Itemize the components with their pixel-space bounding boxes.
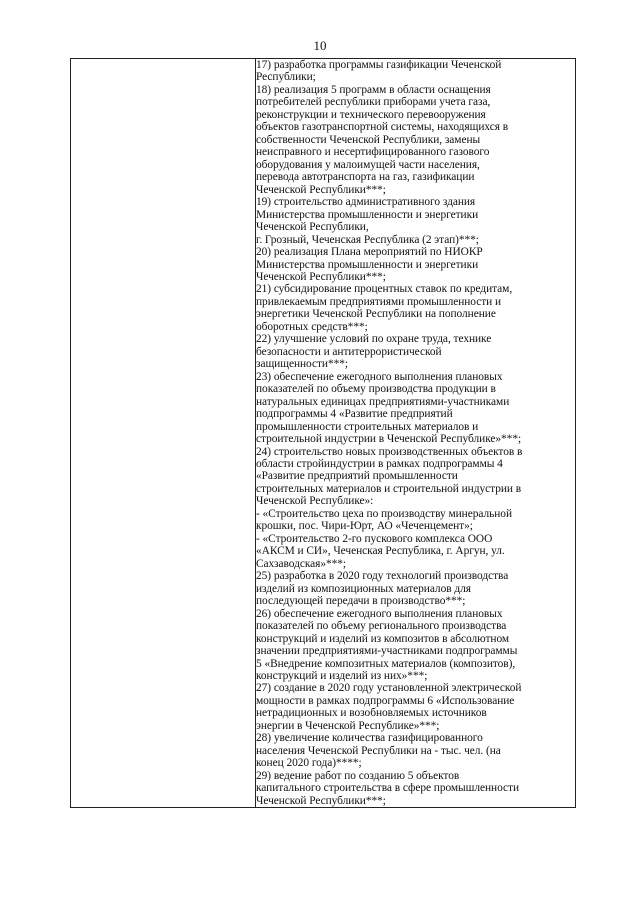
text-line: оборудования у малоимущей части населения, — [256, 158, 480, 171]
text-line: 23) обеспечение ежегодного выполнения плановых — [256, 370, 503, 383]
text-line: показателей по объему производства продукции в — [256, 383, 496, 396]
text-line: последующей передачи в производство***; — [256, 595, 466, 608]
text-line: капитального строительства в сфере промышленности — [256, 782, 520, 795]
text-line: «АКСМ и СИ», Чеченская Республика, г. Аргун, ул. — [256, 545, 505, 558]
text-line: объектов газотранспортной системы, находящихся в — [256, 121, 509, 134]
text-line: Министерства промышленности и энергетики — [256, 258, 479, 271]
text-line: неисправного и несертифицированного газового — [256, 146, 490, 159]
text-line: оборотных средств***; — [256, 320, 368, 333]
text-line: крошки, пос. Чири-Юрт, АО «Чеченцемент»; — [256, 520, 473, 533]
text-line: 17) разработка программы газификации Чеченской — [256, 59, 502, 71]
text-line: изделий из композиционных материалов для — [256, 582, 471, 595]
text-line: 18) реализация 5 программ в области оснащения — [256, 83, 491, 96]
text-line: подпрограммы 4 «Развитие предприятий — [256, 408, 453, 421]
text-line: населения Чеченской Республики на - тыс. чел. (на — [256, 744, 501, 757]
text-line: строительных материалов и строительной индустрии в — [256, 482, 522, 495]
text-line: Чеченской Республики***; — [256, 794, 386, 807]
text-line: 22) улучшение условий по охране труда, технике — [256, 333, 492, 346]
text-line: промышленности строительных материалов и — [256, 420, 479, 433]
table-left-cell — [71, 59, 256, 808]
text-line: конструкций и изделий из них»***; — [256, 669, 428, 682]
table-row — [71, 59, 576, 808]
text-line: конструкций и изделий из композитов в абсолютном — [256, 632, 510, 645]
text-line: реконструкции и технического перевооружения — [256, 108, 486, 121]
page-number: 10 — [313, 38, 327, 53]
text-line: 5 «Внедрение композитных материалов (композитов), — [256, 657, 516, 670]
text-line: Министерства промышленности и энергетики — [256, 208, 479, 221]
text-line: Чеченской Республики***; — [256, 183, 386, 196]
text-line: Сахзаводская»***; — [256, 557, 347, 570]
text-line: Чеченской Республики, — [256, 221, 369, 234]
text-line: Республики; — [256, 71, 316, 84]
text-line: - «Строительство цеха по производству минеральной — [256, 507, 512, 520]
table-right-cell — [256, 59, 576, 808]
text-line: энергетики Чеченской Республики на пополнение — [256, 308, 496, 321]
text-line: энергии в Чеченской Республике»***; — [256, 719, 440, 732]
text-line: натуральных единицах предприятиями-участниками — [256, 395, 510, 408]
text-line: привлекаемым предприятиями промышленности и — [256, 295, 502, 308]
results-list — [256, 59, 575, 807]
text-line: 24) строительство новых производственных объектов в — [256, 445, 523, 458]
text-line: - «Строительство 2-го пускового комплекса ООО — [256, 532, 493, 545]
text-line: строительной индустрии в Чеченской Республике»***; — [256, 433, 522, 446]
text-line: 20) реализация Плана мероприятий по НИОКР — [256, 246, 483, 259]
text-line: области стройиндустрии в рамках подпрограммы 4 — [256, 458, 503, 470]
text-line: 19) строительство административного здания — [256, 196, 476, 209]
text-line: Чеченской Республике»: — [256, 495, 374, 508]
text-line: защищенности***; — [256, 358, 348, 371]
text-line: значении предприятиями-участниками подпрограммы — [256, 645, 518, 658]
text-line: нетрадиционных и возобновляемых источников — [256, 707, 487, 720]
results-table — [70, 58, 576, 808]
text-line: 26) обеспечение ежегодного выполнения плановых — [256, 607, 503, 620]
text-line: 28) увеличение количества газифицированного — [256, 732, 483, 745]
text-line: 21) субсидирование процентных ставок по кредитам, — [256, 283, 513, 296]
text-line: показателей по объему регионального производства — [256, 620, 507, 633]
text-line: 25) разработка в 2020 году технологий производства — [256, 570, 509, 583]
text-line: безопасности и антитеррористической — [256, 345, 442, 358]
text-line: перевода автотранспорта на газ, газификации — [256, 171, 475, 184]
text-line: конец 2020 года)****; — [256, 757, 362, 770]
text-line: 29) ведение работ по созданию 5 объектов — [256, 769, 460, 782]
text-line: г. Грозный, Чеченская Республика (2 этап)***; — [256, 233, 479, 246]
text-line: «Развитие предприятий промышленности — [256, 470, 458, 483]
text-line: собственности Чеченской Республики, замены — [256, 133, 481, 146]
text-line: 27) создание в 2020 году установленной электрической — [256, 682, 522, 695]
text-line: мощности в рамках подпрограммы 6 «Использование — [256, 694, 515, 707]
text-line: Чеченской Республики***; — [256, 270, 386, 283]
text-line: потребителей республики приборами учета газа, — [256, 96, 491, 109]
